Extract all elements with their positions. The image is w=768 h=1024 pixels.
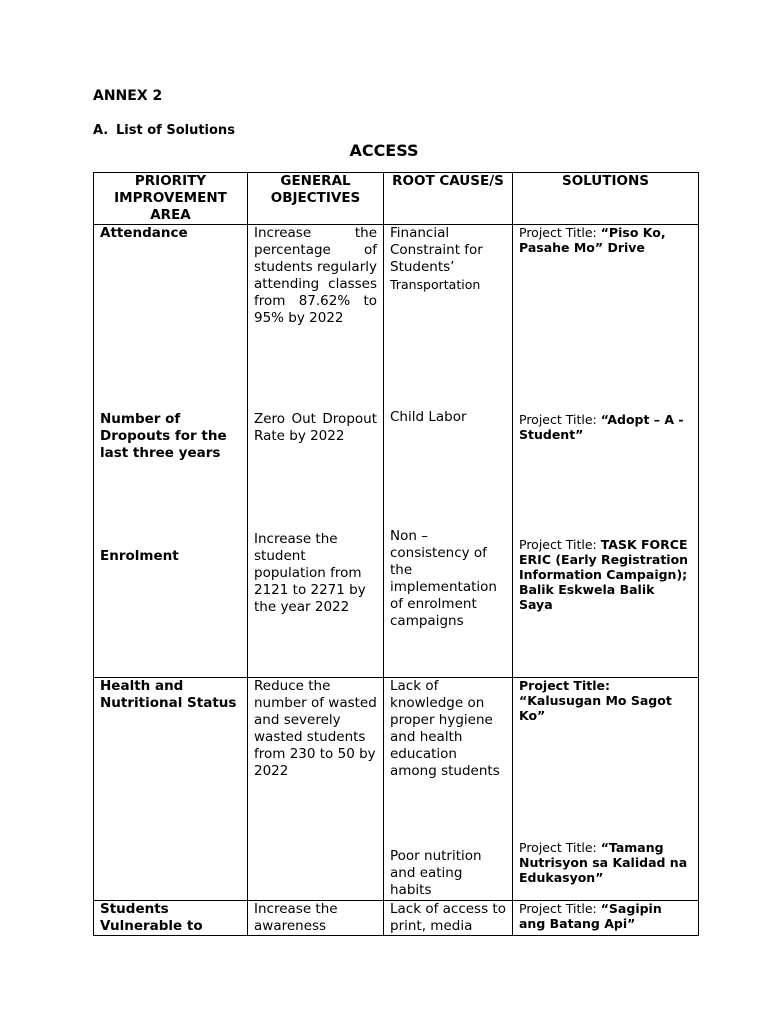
annex-heading: ANNEX 2 xyxy=(93,88,163,104)
objective-vulnerable: Increase the awareness xyxy=(254,901,338,934)
objective-health: Reduce the number of wasted and severely wasted students from 230 to 50 by 2022 xyxy=(254,678,377,779)
table-header-row xyxy=(94,173,699,225)
column-header-root-cause: ROOT CAUSE/S xyxy=(384,173,513,225)
solution-vulnerable xyxy=(519,901,692,931)
solution-enrolment xyxy=(519,537,692,612)
objective-cell xyxy=(248,678,384,901)
solution-title: “Sagipin ang Batang Api” xyxy=(519,901,662,931)
cause-nutrition: Poor nutrition and eating habits xyxy=(390,848,482,898)
area-attendance: Attendance xyxy=(100,225,188,241)
column-header-solutions: SOLUTIONS xyxy=(513,173,699,225)
column-header-objectives: GENERAL OBJECTIVES xyxy=(248,173,384,225)
cause-dropouts: Child Labor xyxy=(390,409,467,425)
cause-attendance xyxy=(390,225,506,293)
objective-attendance: Increase the percentage of students regularly attending classes from 87.62% to 95% by 2022 xyxy=(254,225,377,326)
solution-prefix: Project Title: xyxy=(519,412,601,427)
area-vulnerable: Students Vulnerable to xyxy=(100,901,203,934)
cause-attendance-line1: Financial Constraint for Students’ xyxy=(390,225,483,275)
table-row xyxy=(94,225,699,678)
solution-title: TASK FORCE ERIC (Early Registration Information Campaign); Balik Eskwela Balik Saya xyxy=(519,537,689,612)
objective-cell xyxy=(248,901,384,936)
solution-dropouts xyxy=(519,412,692,442)
solution-title: “Tamang Nutrisyon sa Kalidad na Edukasyon” xyxy=(519,840,688,885)
root-cause-cell xyxy=(384,901,513,936)
area-cell xyxy=(94,225,248,678)
solutions-cell xyxy=(513,678,699,901)
area-health: Health and Nutritional Status xyxy=(100,678,237,711)
root-cause-cell xyxy=(384,225,513,678)
list-title: List of Solutions xyxy=(116,123,235,138)
solution-nutrition xyxy=(519,840,692,885)
solution-title: “Piso Ko, Pasahe Mo” Drive xyxy=(519,225,666,255)
area-cell xyxy=(94,901,248,936)
area-cell xyxy=(94,678,248,901)
list-heading xyxy=(93,123,235,138)
solutions-table xyxy=(93,172,699,936)
area-enrolment: Enrolment xyxy=(100,548,179,564)
solution-title: “Adopt – A - Student” xyxy=(519,412,684,442)
cause-vulnerable: Lack of access to print, media xyxy=(390,901,506,934)
list-number: A. xyxy=(93,123,109,138)
solution-prefix: Project Title: xyxy=(519,537,601,552)
solution-prefix: Project Title: xyxy=(519,840,601,855)
objective-enrolment: Increase the student population from 2121 to 2271 by the year 2022 xyxy=(254,531,366,615)
solutions-cell xyxy=(513,901,699,936)
solution-attendance xyxy=(519,225,692,255)
table-row xyxy=(94,901,699,936)
solution-prefix: Project Title: xyxy=(519,901,601,916)
cause-health: Lack of knowledge on proper hygiene and health education among students xyxy=(390,678,500,779)
column-header-area: PRIORITY IMPROVEMENT AREA xyxy=(94,173,248,225)
root-cause-cell xyxy=(384,678,513,901)
solution-prefix: Project Title: xyxy=(519,225,601,240)
cause-enrolment: Non – consistency of the implementation of enrolment campaigns xyxy=(390,528,497,629)
solution-health: Project Title: “Kalusugan Mo Sagot Ko” xyxy=(519,678,672,723)
cause-attendance-line2: Transportation xyxy=(390,277,481,292)
section-title: ACCESS xyxy=(349,141,419,160)
objective-dropouts: Zero Out Dropout Rate by 2022 xyxy=(254,411,377,444)
objective-cell xyxy=(248,225,384,678)
area-dropouts: Number of Dropouts for the last three years xyxy=(100,411,227,461)
table-row xyxy=(94,678,699,901)
solutions-cell xyxy=(513,225,699,678)
